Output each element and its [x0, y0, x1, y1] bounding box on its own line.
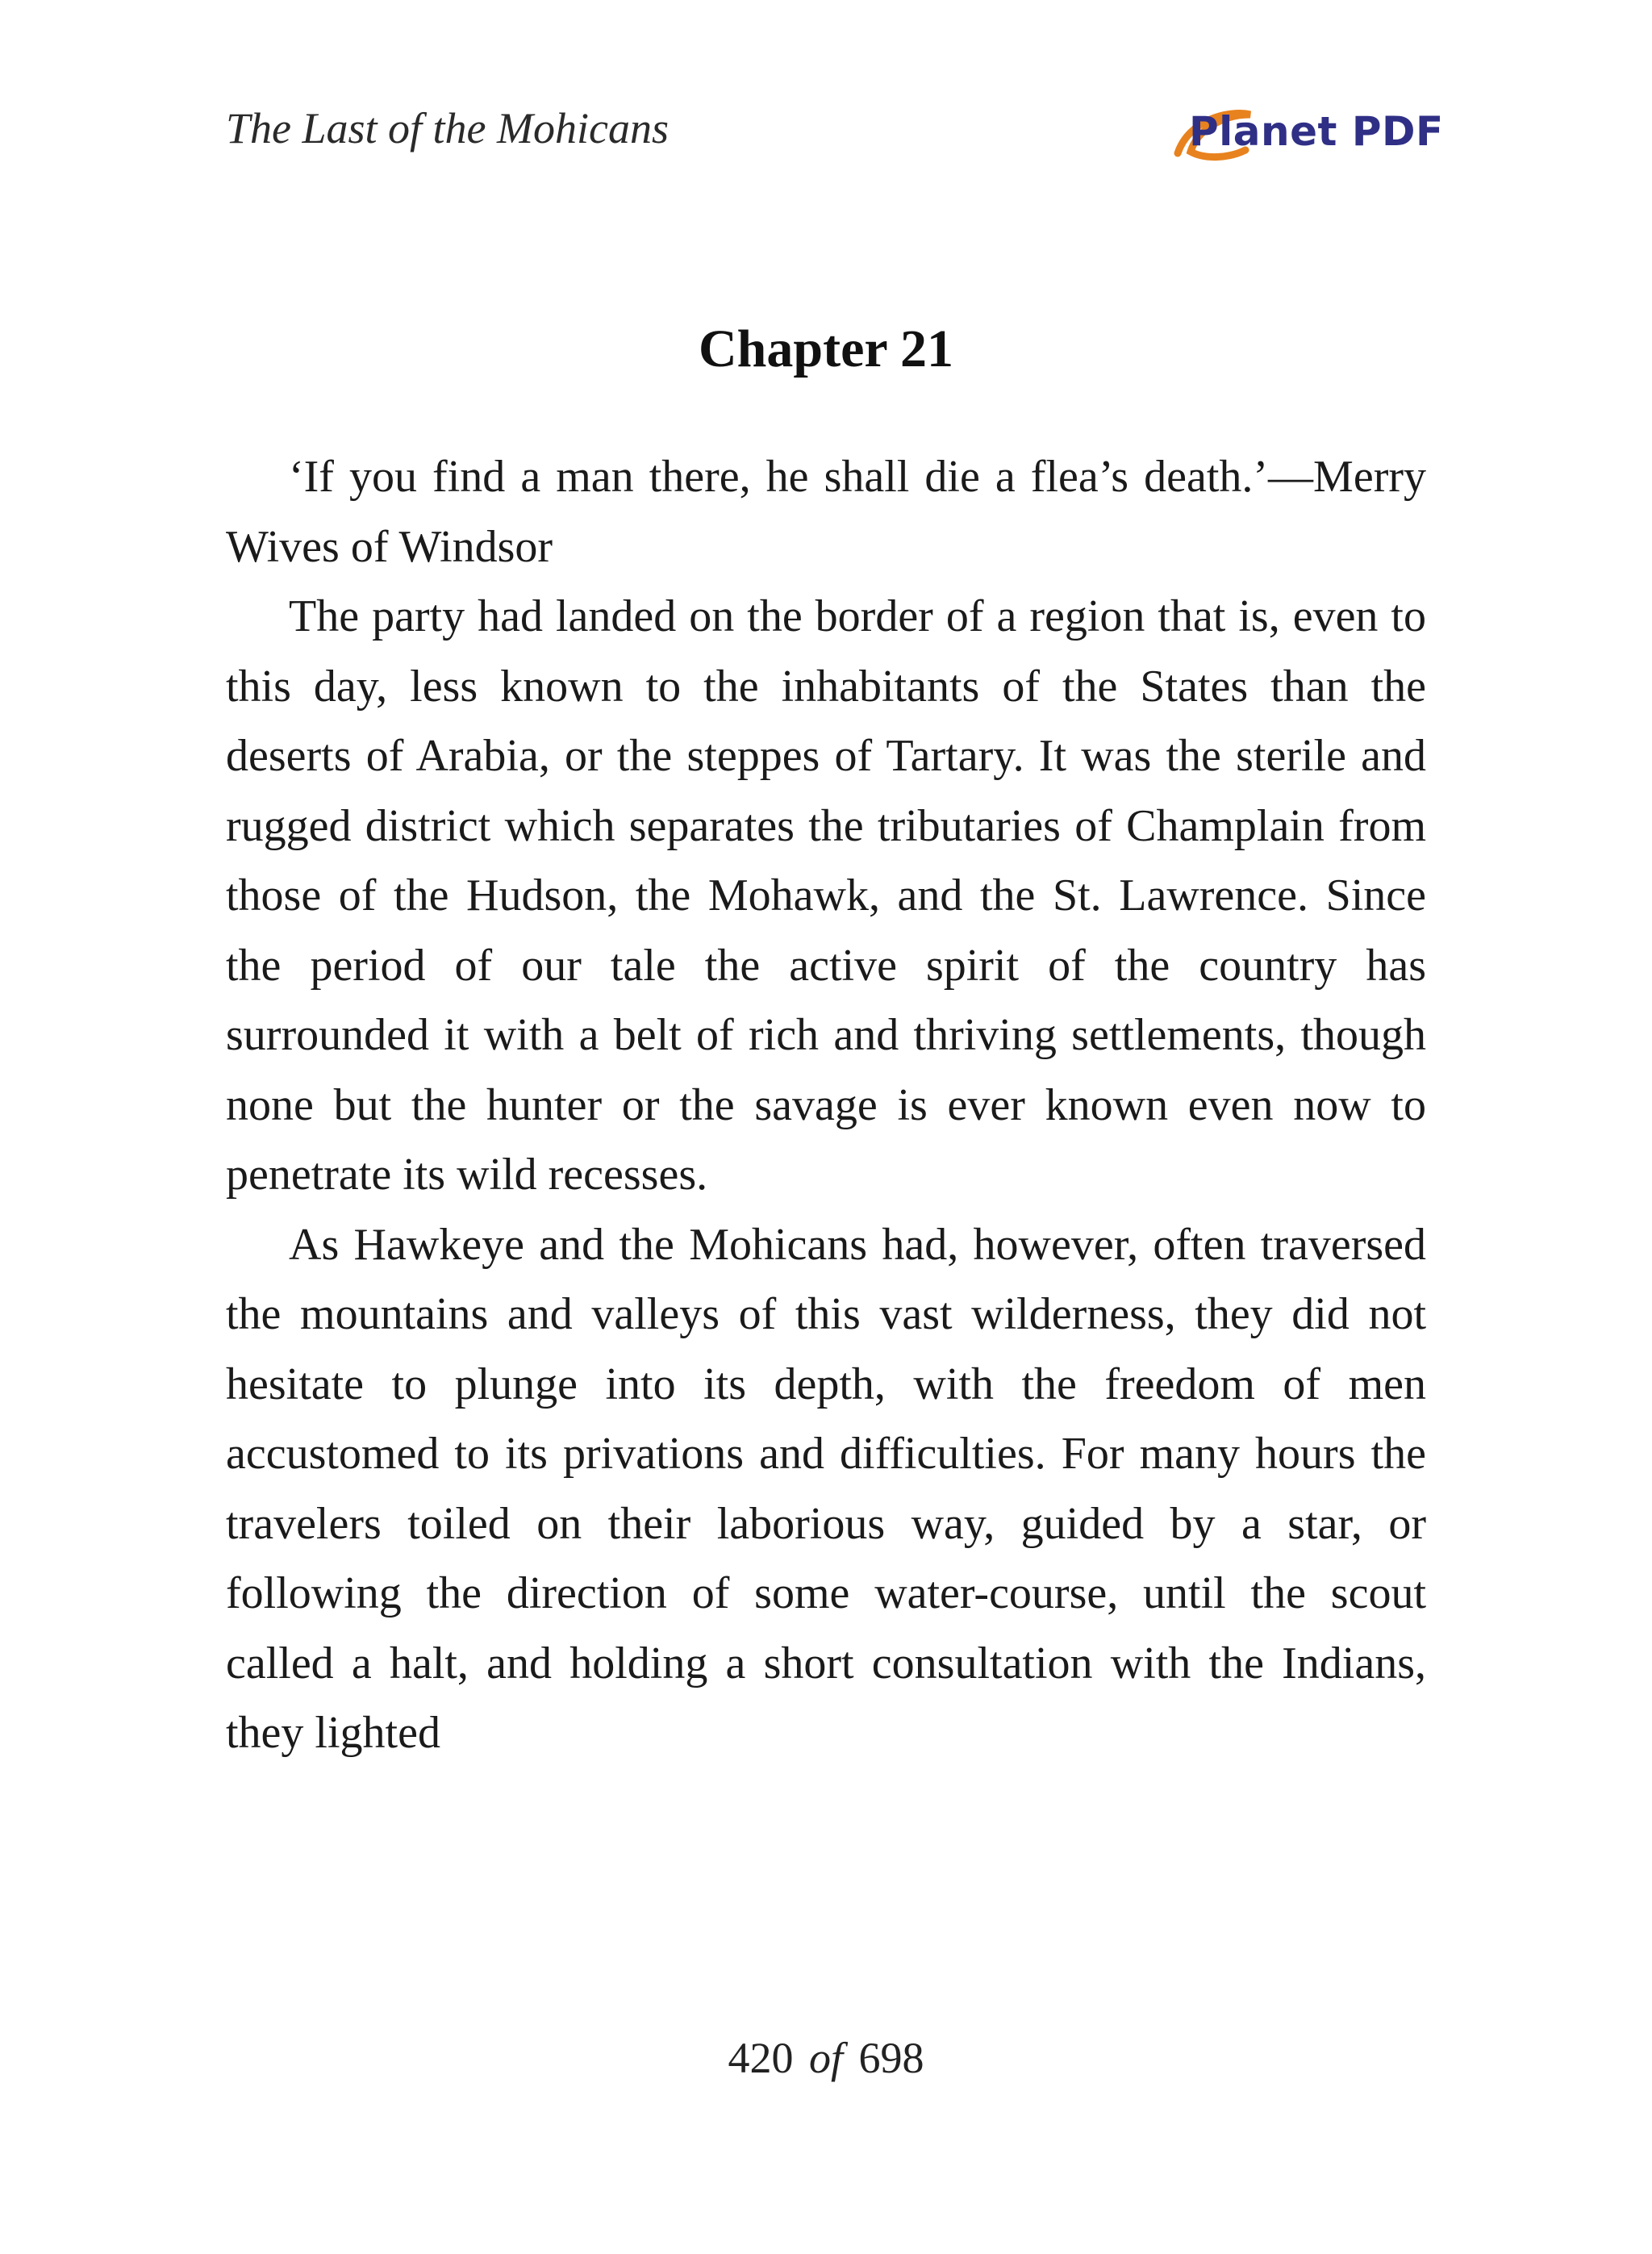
book-title-header: The Last of the Mohicans [226, 104, 669, 152]
logo-text: Planet PDF [1189, 108, 1444, 155]
chapter-heading: Chapter 21 [699, 319, 953, 378]
page-number-footer [0, 2033, 1652, 2083]
current-page-number: 420 [728, 2034, 794, 2082]
epigraph-paragraph: ‘If you find a man there, he shall die a flea’s death.’—Merry Wives of Windsor [226, 452, 1426, 572]
total-page-count: 698 [858, 2034, 924, 2082]
body-paragraph: The party had landed on the border of a region that is, even to this day, less known to the inhabitants of the States than the deserts of Arabia, or the steppes of Tartary. It was the sterile and rugged district which separates the tributaries of Champlain from those of the Hudson, the Mohawk, and the St. Lawrence. Since the period of our tale the active spirit of the country has surrounded it with a belt of rich and thriving settlements, though none but the hunter or the savage is ever known even now to penetrate its wild recesses. [226, 591, 1426, 1200]
body-text [226, 442, 1426, 1768]
planet-pdf-logo [1173, 103, 1444, 168]
body-paragraph: As Hawkeye and the Mohicans had, however, often traversed the mountains and valleys of this vast wilderness, they did not hesitate to plunge into its depth, with the freedom of men accustomed to its privations and difficulties. For many hours the travelers toiled on their laborious way, guided by a star, or following the direction of some water-course, until the scout called a halt, and holding a short consultation with the Indians, they lighted [226, 1219, 1426, 1758]
page-of-label: of [808, 2034, 843, 2082]
